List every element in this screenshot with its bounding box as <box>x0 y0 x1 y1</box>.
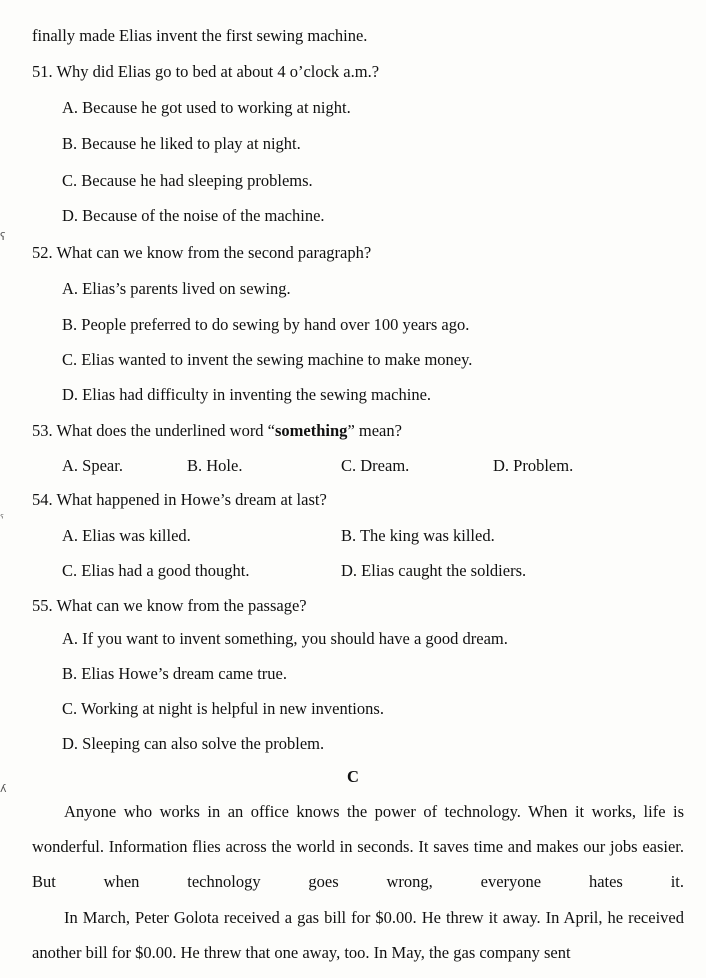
option-52-c[interactable]: C. Elias wanted to invent the sewing machine to make money. <box>62 350 473 369</box>
binding-mark: ʕ <box>0 230 6 243</box>
question-number: 55. <box>32 596 53 615</box>
question-55 <box>32 596 307 616</box>
binding-mark: ˁ <box>0 512 5 525</box>
option-54-c[interactable]: C. Elias had a good thought. <box>62 561 250 580</box>
option-52-d[interactable]: D. Elias had difficulty in inventing the sewing machine. <box>62 385 432 404</box>
question-53 <box>32 421 402 441</box>
question-text: What does the underlined word “something” mean? <box>56 421 402 440</box>
passage-end-line: finally made Elias invent the first sewing machine. <box>32 26 368 45</box>
question-number: 51. <box>32 62 53 81</box>
option-54-a[interactable]: A. Elias was killed. <box>62 526 191 545</box>
option-55-b[interactable]: B. Elias Howe’s dream came true. <box>62 664 287 683</box>
option-51-a[interactable]: A. Because he got used to working at night. <box>62 98 351 117</box>
option-51-b[interactable]: B. Because he liked to play at night. <box>62 134 301 153</box>
binding-mark: ʎ <box>0 782 7 795</box>
option-55-c[interactable]: C. Working at night is helpful in new inventions. <box>62 699 384 718</box>
question-number: 52. <box>32 243 53 262</box>
option-54-d[interactable]: D. Elias caught the soldiers. <box>341 561 527 580</box>
question-number: 53. <box>32 421 53 440</box>
question-52 <box>32 243 371 263</box>
option-55-d[interactable]: D. Sleeping can also solve the problem. <box>62 734 325 753</box>
option-51-c[interactable]: C. Because he had sleeping problems. <box>62 171 313 190</box>
option-53-a[interactable]: A. Spear. <box>62 456 123 475</box>
option-52-b[interactable]: B. People preferred to do sewing by hand over 100 years ago. <box>62 315 470 334</box>
question-text: Why did Elias go to bed at about 4 o’clock a.m.? <box>56 62 380 81</box>
underlined-word: something <box>275 421 348 440</box>
question-text: What happened in Howe’s dream at last? <box>56 490 327 509</box>
option-53-d[interactable]: D. Problem. <box>493 456 574 475</box>
question-number: 54. <box>32 490 53 509</box>
option-52-a[interactable]: A. Elias’s parents lived on sewing. <box>62 279 291 298</box>
question-text: What can we know from the second paragraph? <box>56 243 372 262</box>
option-55-a[interactable]: A. If you want to invent something, you should have a good dream. <box>62 629 508 648</box>
section-heading: C <box>347 767 359 786</box>
question-51 <box>32 62 379 82</box>
question-text: What can we know from the passage? <box>56 596 307 615</box>
question-54 <box>32 490 327 510</box>
passage-paragraph-1: Anyone who works in an office knows the power of technology. When it works, life is wonderful. Information flies across the world in seconds. It saves time and makes our jobs easier. But when technology goes wrong, everyone hates it. <box>32 802 684 891</box>
option-53-c[interactable]: C. Dream. <box>341 456 410 475</box>
option-54-b[interactable]: B. The king was killed. <box>341 526 495 545</box>
passage-paragraph-2: In March, Peter Golota received a gas bill for $0.00. He threw it away. In April, he received another bill for $0.00. He threw that one away, too. In May, the gas company sent <box>32 908 684 962</box>
option-53-b[interactable]: B. Hole. <box>187 456 243 475</box>
option-51-d[interactable]: D. Because of the noise of the machine. <box>62 206 325 225</box>
